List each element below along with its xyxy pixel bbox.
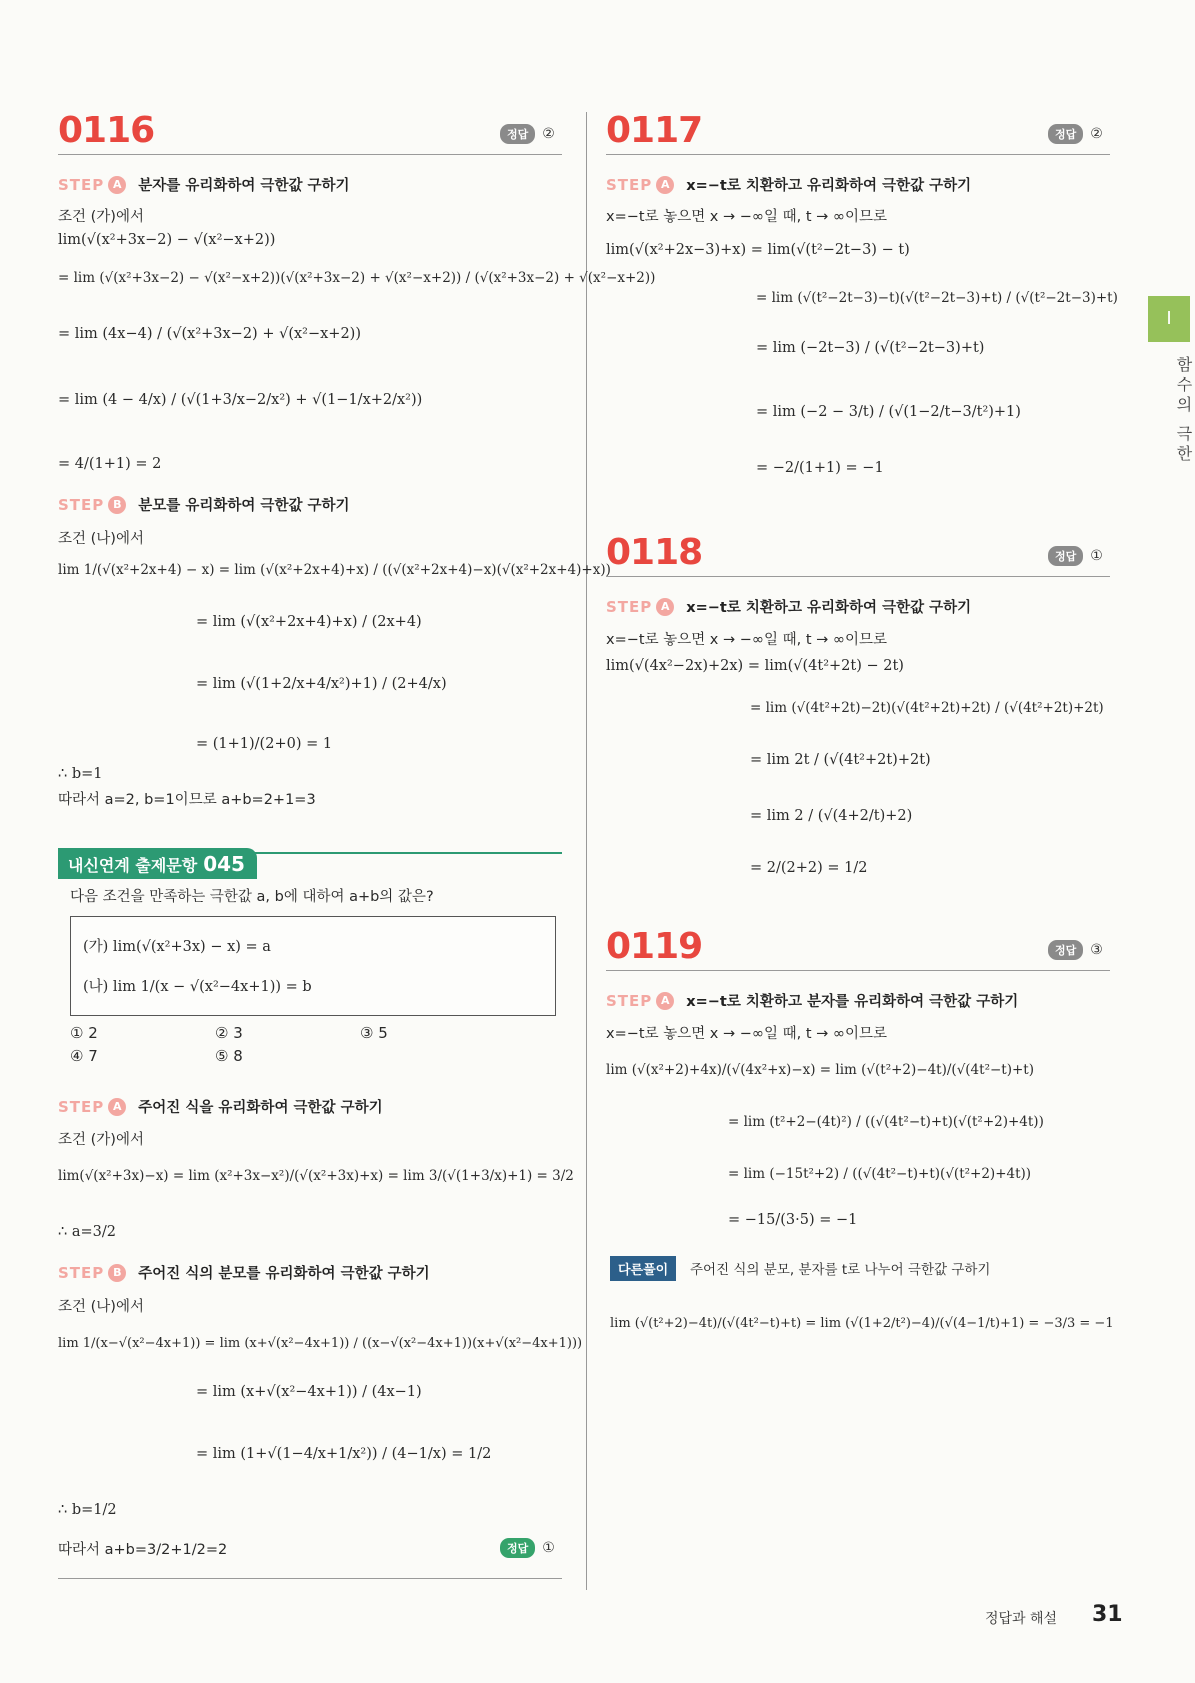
- step-title: 주어진 식의 분모를 유리화하여 극한값 구하기: [138, 1266, 430, 1282]
- footer-label: 정답과 해설: [985, 1611, 1058, 1627]
- equation-116-9: = (1+1)/(2+0) = 1: [196, 736, 333, 752]
- substitution-118: x=−t로 놓으면 x → −∞일 때, t → ∞이므로: [606, 632, 887, 648]
- answer-tag: 정답: [1048, 940, 1083, 960]
- step-118a: [606, 596, 971, 617]
- equation-117-5: = −2/(1+1) = −1: [756, 460, 884, 476]
- equation-118-4: = lim 2 / (√(4+2/t)+2): [750, 808, 913, 824]
- step-word: STEP: [58, 495, 105, 514]
- condition-ga-label: 조건 (가)에서: [58, 209, 144, 225]
- therefore-b-045: ∴ b=1/2: [58, 1502, 117, 1518]
- conclusion-116: 따라서 a=2, b=1이므로 a+b=2+1=3: [58, 792, 316, 808]
- equation-118-1: lim(√(4x²−2x)+2x) = lim(√(4t²+2t) − 2t): [606, 658, 904, 674]
- box-head-number: 045: [203, 852, 245, 876]
- step-word: STEP: [606, 597, 653, 616]
- bottom-rule-left: [58, 1578, 562, 1579]
- answer-badge-045: [500, 1538, 555, 1558]
- equation-118-5: = 2/(2+2) = 1/2: [750, 860, 868, 876]
- equation-116-1: lim(√(x²+3x−2) − √(x²−x+2)): [58, 232, 276, 248]
- equation-117-2: = lim (√(t²−2t−3)−t)(√(t²−2t−3)+t) / (√(t²−2t−3)+t): [756, 290, 1118, 306]
- equation-117-1: lim(√(x²+2x−3)+x) = lim(√(t²−2t−3) − t): [606, 242, 910, 258]
- choice-5[interactable]: ⑤ 8: [215, 1047, 243, 1065]
- step-116b: [58, 494, 350, 515]
- equation-119-3: = lim (−15t²+2) / ((√(4t²−t)+t)(√(t²+2)+4t)): [728, 1166, 1032, 1182]
- answer-badge-0116: [500, 124, 555, 144]
- equation-045-1: lim(√(x²+3x)−x) = lim (x²+3x−x²)/(√(x²+3x)+x) = lim 3/(√(1+3/x)+1) = 3/2: [58, 1168, 574, 1184]
- problem-number-0116: 0116: [58, 110, 155, 151]
- condition-na: (나) lim 1/(x − √(x²−4x+1)) = b: [83, 979, 312, 995]
- step-title: 분자를 유리화하여 극한값 구하기: [138, 178, 350, 194]
- answer-value: ①: [1090, 548, 1103, 564]
- step-title: x=−t로 치환하고 분자를 유리화하여 극한값 구하기: [686, 994, 1019, 1010]
- condition-na-label: 조건 (나)에서: [58, 531, 144, 547]
- equation-117-3: = lim (−2t−3) / (√(t²−2t−3)+t): [756, 340, 985, 356]
- substitution-119: x=−t로 놓으면 x → −∞일 때, t → ∞이므로: [606, 1026, 887, 1042]
- answer-value: ③: [1090, 942, 1103, 958]
- answer-badge-0119: [1048, 940, 1103, 960]
- condition-ga-label-045: 조건 (가)에서: [58, 1132, 144, 1148]
- answer-value: ①: [542, 1540, 555, 1556]
- step-letter: A: [656, 992, 674, 1010]
- answer-value: ②: [1090, 126, 1103, 142]
- equation-045-4: = lim (1+√(1−4/x+1/x²)) / (4−1/x) = 1/2: [196, 1446, 492, 1462]
- therefore-a: ∴ a=3/2: [58, 1224, 116, 1240]
- answer-badge-0117: [1048, 124, 1103, 144]
- chapter-tab: I: [1148, 296, 1190, 342]
- choice-4[interactable]: ④ 7: [70, 1047, 98, 1065]
- other-solution-title: 주어진 식의 분모, 분자를 t로 나누어 극한값 구하기: [690, 1262, 991, 1278]
- step-045a: [58, 1096, 383, 1117]
- step-title: 주어진 식을 유리화하여 극한값 구하기: [138, 1100, 383, 1116]
- equation-119-4: = −15/(3·5) = −1: [728, 1212, 858, 1228]
- condition-ga: (가) lim(√(x²+3x) − x) = a: [83, 939, 271, 955]
- condition-box: [70, 916, 556, 1016]
- choice-3[interactable]: ③ 5: [360, 1024, 388, 1042]
- equation-116-6: lim 1/(√(x²+2x+4) − x) = lim (√(x²+2x+4)+x) / ((√(x²+2x+4)−x)(√(x²+2x+4)+x)): [58, 562, 611, 578]
- substitution-117: x=−t로 놓으면 x → −∞일 때, t → ∞이므로: [606, 209, 887, 225]
- equation-119-2: = lim (t²+2−(4t)²) / ((√(4t²−t)+t)(√(t²+2)+4t)): [728, 1114, 1044, 1130]
- page-number: 31: [1092, 1602, 1123, 1627]
- equation-116-7: = lim (√(x²+2x+4)+x) / (2x+4): [196, 614, 422, 630]
- equation-116-3: = lim (4x−4) / (√(x²+3x−2) + √(x²−x+2)): [58, 326, 361, 342]
- chapter-title: 함수의 극한: [1174, 356, 1193, 466]
- section-rule: [606, 154, 1110, 155]
- equation-117-4: = lim (−2 − 3/t) / (√(1−2/t−3/t²)+1): [756, 404, 1021, 420]
- step-letter: A: [656, 598, 674, 616]
- answer-tag: 정답: [1048, 546, 1083, 566]
- section-rule: [606, 576, 1110, 577]
- answer-value: ②: [542, 126, 555, 142]
- linked-question-header: [58, 848, 257, 879]
- step-title: x=−t로 치환하고 유리화하여 극한값 구하기: [686, 178, 972, 194]
- step-letter: A: [656, 176, 674, 194]
- equation-045-3: = lim (x+√(x²−4x+1)) / (4x−1): [196, 1384, 422, 1400]
- answer-tag: 정답: [1048, 124, 1083, 144]
- equation-116-8: = lim (√(1+2/x+4/x²)+1) / (2+4/x): [196, 676, 447, 692]
- answer-tag: 정답: [500, 1538, 535, 1558]
- condition-na-label-045: 조건 (나)에서: [58, 1299, 144, 1315]
- choice-2[interactable]: ② 3: [215, 1024, 243, 1042]
- equation-116-2: = lim (√(x²+3x−2) − √(x²−x+2))(√(x²+3x−2) + √(x²−x+2)) / (√(x²+3x−2) + √(x²−x+2)): [58, 270, 656, 286]
- step-letter: A: [108, 1098, 126, 1116]
- section-rule: [606, 970, 1110, 971]
- step-letter: B: [108, 1264, 126, 1282]
- equation-119-1: lim (√(x²+2)+4x)/(√(4x²+x)−x) = lim (√(t²+2)−4t)/(√(4t²−t)+t): [606, 1062, 1034, 1078]
- problem-number-0117: 0117: [606, 110, 703, 151]
- step-116a: [58, 174, 350, 195]
- equation-118-3: = lim 2t / (√(4t²+2t)+2t): [750, 752, 931, 768]
- therefore-b: ∴ b=1: [58, 766, 103, 782]
- box-head-label: 내신연계 출제문항: [68, 856, 198, 875]
- conclusion-045: 따라서 a+b=3/2+1/2=2: [58, 1542, 228, 1558]
- equation-116-5: = 4/(1+1) = 2: [58, 456, 162, 472]
- step-045b: [58, 1262, 430, 1283]
- column-divider: [586, 112, 587, 1590]
- step-word: STEP: [606, 991, 653, 1010]
- step-119a: [606, 990, 1018, 1011]
- equation-119-alt: lim (√(t²+2)−4t)/(√(4t²−t)+t) = lim (√(1+2/t²)−4)/(√(4−1/t)+1) = −3/3 = −1: [610, 1316, 1114, 1331]
- other-solution-tag: 다른풀이: [610, 1256, 676, 1281]
- step-word: STEP: [58, 1263, 105, 1282]
- step-title: x=−t로 치환하고 유리화하여 극한값 구하기: [686, 600, 972, 616]
- answer-badge-0118: [1048, 546, 1103, 566]
- equation-045-2: lim 1/(x−√(x²−4x+1)) = lim (x+√(x²−4x+1)) / ((x−√(x²−4x+1))(x+√(x²−4x+1))): [58, 1336, 583, 1351]
- problem-number-0118: 0118: [606, 532, 703, 573]
- problem-number-0119: 0119: [606, 926, 703, 967]
- choice-1[interactable]: ① 2: [70, 1024, 98, 1042]
- step-117a: [606, 174, 971, 195]
- step-letter: A: [108, 176, 126, 194]
- answer-tag: 정답: [500, 124, 535, 144]
- section-rule: [58, 154, 562, 155]
- step-word: STEP: [58, 1097, 105, 1116]
- equation-118-2: = lim (√(4t²+2t)−2t)(√(4t²+2t)+2t) / (√(4t²+2t)+2t): [750, 700, 1104, 716]
- step-title: 분모를 유리화하여 극한값 구하기: [138, 498, 350, 514]
- box-question: 다음 조건을 만족하는 극한값 a, b에 대하여 a+b의 값은?: [70, 889, 434, 905]
- step-word: STEP: [606, 175, 653, 194]
- step-letter: B: [108, 496, 126, 514]
- step-word: STEP: [58, 175, 105, 194]
- equation-116-4: = lim (4 − 4/x) / (√(1+3/x−2/x²) + √(1−1/x+2/x²)): [58, 392, 423, 408]
